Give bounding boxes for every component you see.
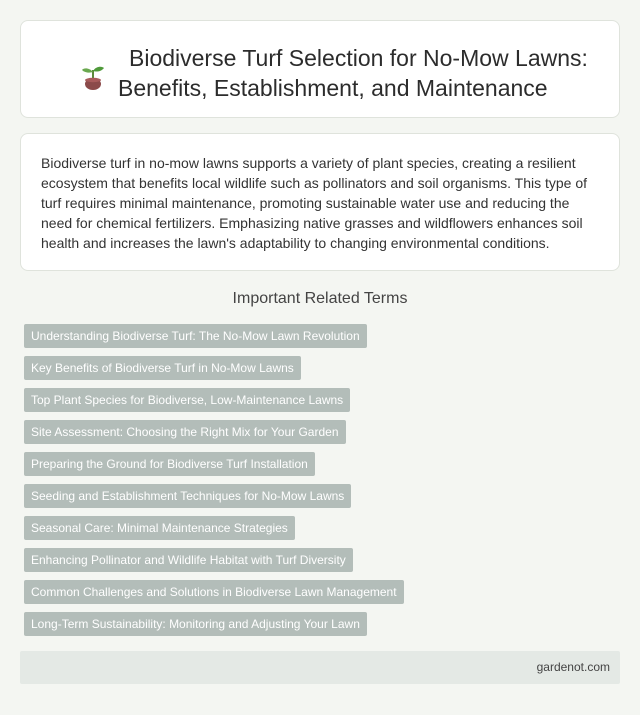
related-term-link[interactable]: Preparing the Ground for Biodiverse Turf Installation — [24, 452, 315, 476]
footer — [20, 651, 620, 684]
intro-paragraph: Biodiverse turf in no-mow lawns supports a variety of plant species, creating a resilient ecosystem that benefits local wildlife such as pollinators and soil organisms. This type of turf requires minimal maintenance, promoting sustainable water use and reducing the need for chemical fertilizers. Emphasizing native grasses and wildflowers enhances soil health and increases the lawn's adaptability to changing environmental conditions. — [41, 155, 588, 251]
page-title — [97, 43, 593, 103]
related-term-link[interactable]: Long-Term Sustainability: Monitoring and Adjusting Your Lawn — [24, 612, 367, 636]
page-title-line2: Benefits, Establishment, and Maintenance — [118, 75, 548, 101]
related-term-link[interactable]: Common Challenges and Solutions in Biodiverse Lawn Management — [24, 580, 404, 604]
intro-card — [20, 133, 620, 271]
title-card — [20, 20, 620, 118]
related-terms-list — [24, 324, 616, 644]
related-term-link[interactable]: Understanding Biodiverse Turf: The No-Mow Lawn Revolution — [24, 324, 367, 348]
related-term-link[interactable]: Site Assessment: Choosing the Right Mix for Your Garden — [24, 420, 346, 444]
related-term-link[interactable]: Seasonal Care: Minimal Maintenance Strategies — [24, 516, 295, 540]
footer-site-link[interactable]: gardenot.com — [536, 660, 610, 674]
page-title-line1: Biodiverse Turf Selection for No-Mow Lawns: — [129, 45, 588, 71]
related-term-link[interactable]: Top Plant Species for Biodiverse, Low-Maintenance Lawns — [24, 388, 350, 412]
related-term-link[interactable]: Enhancing Pollinator and Wildlife Habitat with Turf Diversity — [24, 548, 353, 572]
related-terms-heading: Important Related Terms — [232, 290, 408, 307]
related-term-link[interactable]: Key Benefits of Biodiverse Turf in No-Mow Lawns — [24, 356, 301, 380]
sprout-icon — [79, 63, 107, 91]
related-term-link[interactable]: Seeding and Establishment Techniques for No-Mow Lawns — [24, 484, 351, 508]
